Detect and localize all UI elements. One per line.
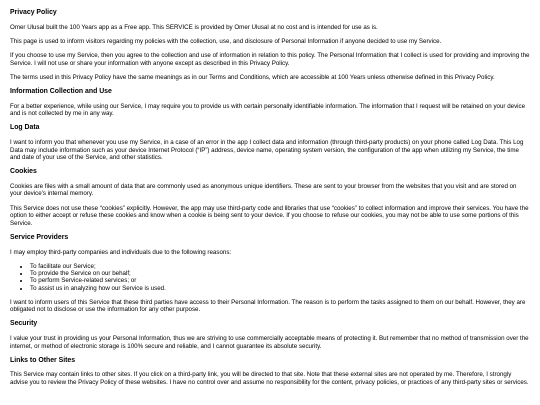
intro-paragraph-2: This page is used to inform visitors regarding my policies with the collection, use, and disclosure of Personal Information if anyone decided to use my Service. (10, 37, 442, 45)
list-item: • To assist us in analyzing how our Service is used. (30, 285, 530, 292)
intro-paragraph-3: If you choose to use my Service, then you agree to the collection and use of information in relation to this policy. The Personal Information that I collect is used for providing and improving the Service. I will not use or share your information with anyone except as described in this Privacy Policy. (10, 51, 530, 67)
list-item: • To perform Service-related services; or (30, 277, 530, 284)
intro-paragraph-4: The terms used in this Privacy Policy have the same meanings as in our Terms and Conditions, which are accessible at 100 Years unless otherwise defined in this Privacy Policy. (10, 73, 495, 81)
log-data-paragraph: I want to inform you that whenever you use my Service, in a case of an error in the app I collect data and information (through third-party products) on your phone called Log Data. This Log Data may include information such as your device Internet Protocol (“IP”) address, device name, operating system version, the configuration of the app when utilizing my Service, the time and date of your use of the Service, and other statistics. (10, 138, 524, 162)
providers-reasons-list (10, 263, 530, 292)
security-paragraph: I value your trust in providing us your Personal Information, thus we are striving to use commercially acceptable means of protecting it. But remember that no method of transmission over the internet, or method of electronic storage is 100% secure and reliable, and I cannot guarantee its absolute security. (10, 334, 529, 350)
providers-paragraph-2: I want to inform users of this Service that these third parties have access to their Personal Information. The reason is to perform the tasks assigned to them on our behalf. However, they are obligated not to disclose or use the information for any other purpose. (10, 298, 526, 314)
cookies-paragraph-2: This Service does not use these “cookies” explicitly. However, the app may use third-party code and libraries that use “cookies” to collect information and improve their services. You have the option to either accept or refuse these cookies and know when a cookie is being sent to your device. If you choose to refuse our cookies, you may not be able to use some portions of this Service. (10, 204, 529, 227)
section-heading-security: Security (10, 320, 38, 328)
section-heading-service-providers: Service Providers (10, 234, 69, 242)
links-paragraph: This Service may contain links to other sites. If you click on a third-party link, you will be directed to that site. Note that these external sites are not operated by me. Therefore, I strongly advise you to review the Privacy Policy of these websites. I have no control over and assume no responsibility for the content, privacy policies, or practices of any third-party sites or services. (10, 371, 529, 386)
collection-paragraph: For a better experience, while using our Service, I may require you to provide us with certain personally identifiable information. The information that I request will be retained on your device and is not collected by me in any way. (10, 102, 526, 118)
providers-paragraph-1: I may employ third-party companies and individuals due to the following reasons: (10, 248, 232, 256)
section-heading-log-data: Log Data (10, 124, 40, 132)
section-heading-collection: Information Collection and Use (10, 87, 112, 95)
list-item: • To facilitate our Service; (30, 263, 530, 270)
section-heading-cookies: Cookies (10, 168, 37, 176)
cookies-paragraph-1: Cookies are files with a small amount of data that are commonly used as anonymous unique identifiers. These are sent to your browser from the websites that you visit and are stored on your device's internal memory. (10, 182, 517, 198)
list-item: • To provide the Service on our behalf; (30, 270, 530, 277)
intro-paragraph-1: Omer Ulusal built the 100 Years app as a Free app. This SERVICE is provided by Omer Ulusal at no cost and is intended for use as is. (10, 23, 378, 31)
page-title: Privacy Policy (10, 9, 57, 16)
section-heading-links: Links to Other Sites (10, 356, 76, 364)
privacy-policy-page (10, 9, 530, 393)
